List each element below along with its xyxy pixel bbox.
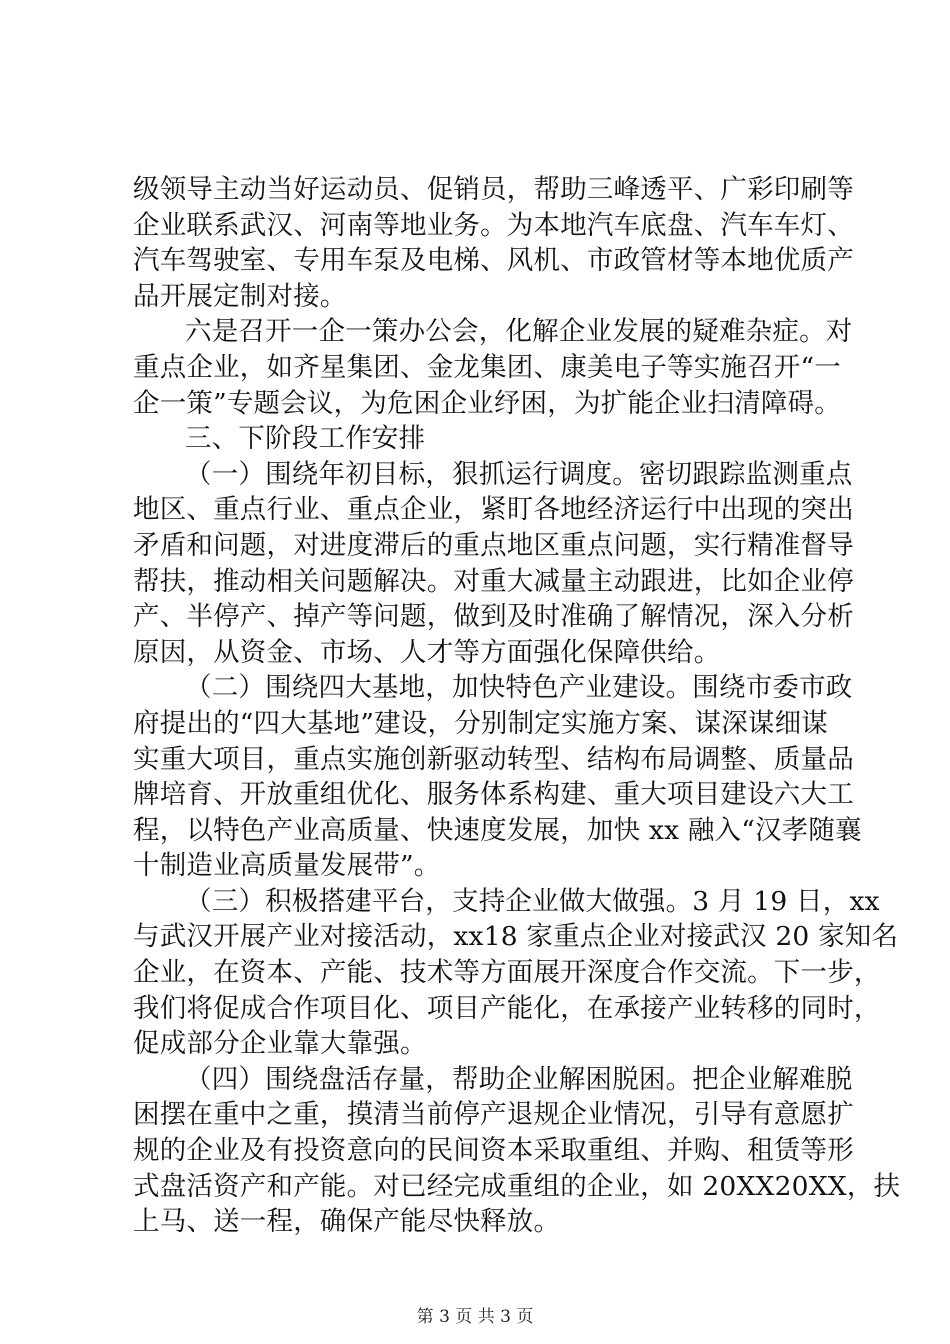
text-line: 牌培育、开放重组优化、服务体系构建、重大项目建设六大工 xyxy=(133,779,854,811)
text-line: 程，以特色产业高质量、快速度发展，加快 xx 融入“汉孝随襄 xyxy=(133,814,862,846)
paragraph-first-line: （四）围绕盘活存量，帮助企业解困脱困。把企业解难脱 xyxy=(185,1063,853,1095)
section-heading: 三、下阶段工作安排 xyxy=(185,423,426,455)
text-line: 汽车驾驶室、专用车泵及电梯、风机、市政管材等本地优质产 xyxy=(133,245,854,277)
text-line: 品开展定制对接。 xyxy=(133,280,347,312)
document-body xyxy=(133,172,901,1240)
text-line: 帮扶，推动相关问题解决。对重大减量主动跟进，比如企业停 xyxy=(133,565,854,597)
paragraph-first-line: 六是召开一企一策办公会，化解企业发展的疑难杂症。对 xyxy=(185,316,853,348)
paragraph-first-line: （三）积极搭建平台，支持企业做大做强。3 月 19 日，xx xyxy=(185,885,880,917)
page-number-label: 第 3 页 共 3 页 xyxy=(416,1307,534,1327)
text-line: 产、半停产、掉产等问题，做到及时准确了解情况，深入分析 xyxy=(133,601,854,633)
text-line: 重点企业，如齐星集团、金龙集团、康美电子等实施召开“一 xyxy=(133,351,841,383)
text-line: 促成部分企业靠大靠强。 xyxy=(133,1028,427,1060)
text-line: 十制造业高质量发展带”。 xyxy=(133,850,441,882)
text-line: 上马、送一程，确保产能尽快释放。 xyxy=(133,1206,561,1238)
text-line: 规的企业及有投资意向的民间资本采取重组、并购、租赁等形 xyxy=(133,1135,854,1167)
text-line: 原因，从资金、市场、人才等方面强化保障供给。 xyxy=(133,636,721,668)
paragraph-first-line: （一）围绕年初目标，狠抓运行调度。密切跟踪监测重点 xyxy=(185,458,853,490)
text-line: 企业，在资本、产能、技术等方面展开深度合作交流。下一步， xyxy=(133,957,881,989)
text-line: 级领导主动当好运动员、促销员，帮助三峰透平、广彩印刷等 xyxy=(133,174,854,205)
text-line: 困摆在重中之重，摸清当前停产退规企业情况，引导有意愿扩 xyxy=(133,1099,854,1131)
text-line: 我们将促成合作项目化、项目产能化，在承接产业转移的同时， xyxy=(133,992,881,1024)
text-line: 企业联系武汉、河南等地业务。为本地汽车底盘、汽车车灯、 xyxy=(133,209,854,241)
text-line: 式盘活资产和产能。对已经完成重组的企业，如 20XX20XX，扶 xyxy=(133,1170,901,1202)
text-line: 地区、重点行业、重点企业，紧盯各地经济运行中出现的突出 xyxy=(133,494,854,526)
text-line: 与武汉开展产业对接活动，xx18 家重点企业对接武汉 20 家知名 xyxy=(133,921,899,953)
paragraph-first-line: （二）围绕四大基地，加快特色产业建设。围绕市委市政 xyxy=(185,672,853,704)
text-line: 实重大项目，重点实施创新驱动转型、结构布局调整、质量品 xyxy=(133,743,854,775)
text-line: 府提出的“四大基地”建设，分别制定实施方案、谋深谋细谋 xyxy=(133,707,828,739)
page-footer xyxy=(0,1306,950,1328)
text-line: 企一策”专题会议，为危困企业纾困，为扩能企业扫清障碍。 xyxy=(133,387,841,419)
text-line: 矛盾和问题，对进度滞后的重点地区重点问题，实行精准督导 xyxy=(133,529,854,561)
